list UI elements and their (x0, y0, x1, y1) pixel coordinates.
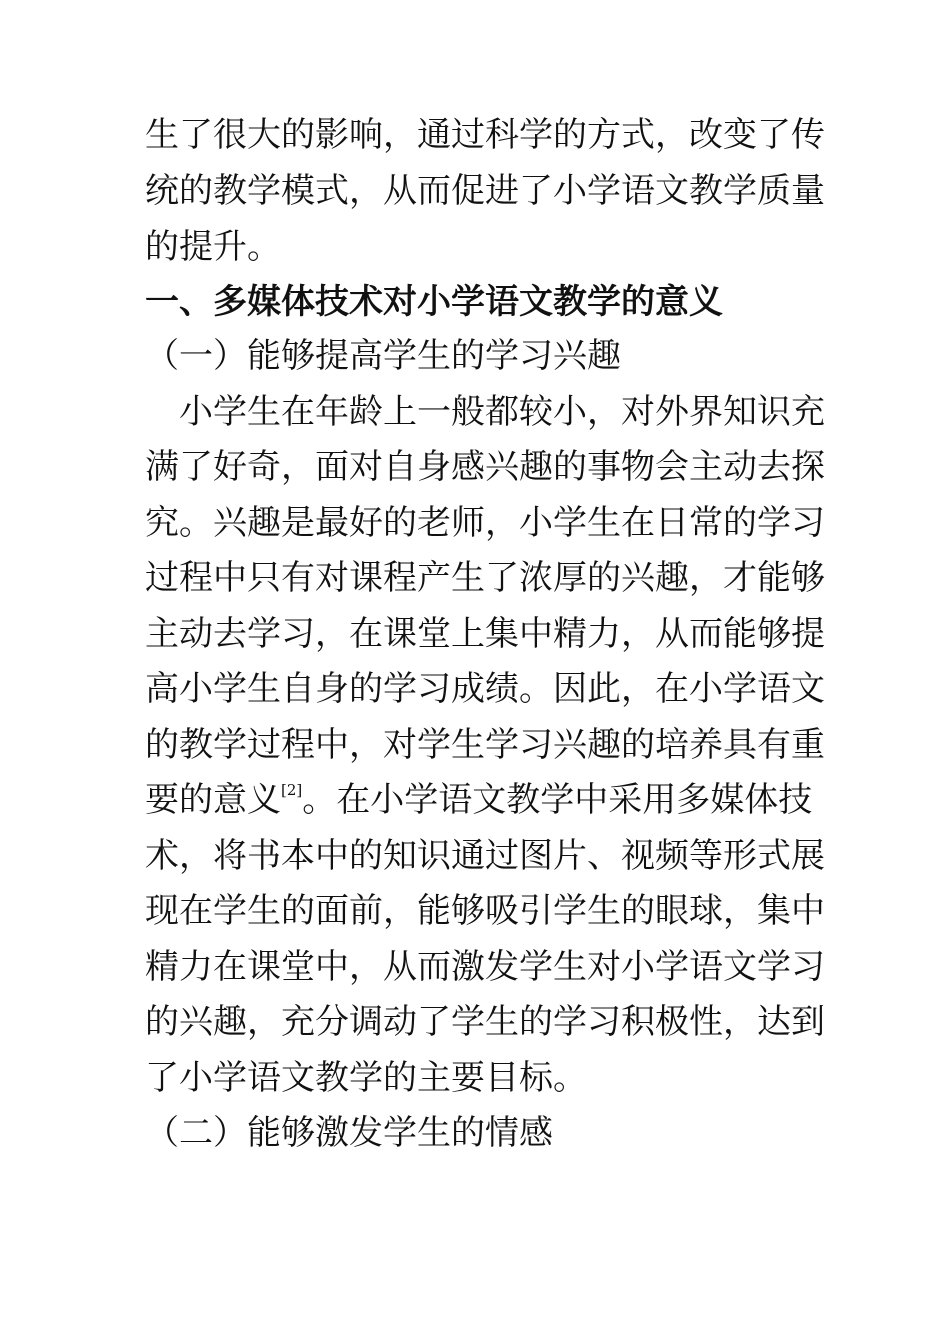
intro-line-1: 生了很大的影响，通过科学的方式，改变了传 (145, 115, 825, 155)
paragraph-line-5: 主动去学习，在课堂上集中精力，从而能够提 (145, 614, 825, 654)
paragraph-line-3: 究。兴趣是最好的老师，小学生在日常的学习 (145, 503, 825, 543)
section-heading: 一、多媒体技术对小学语文教学的意义 (145, 282, 723, 322)
paragraph-line-7: 的教学过程中，对学生学习兴趣的培养具有重 (145, 725, 825, 765)
paragraph-line-1: 小学生在年龄上一般都较小，对外界知识充 (145, 392, 825, 432)
citation-reference[interactable]: [2] (281, 781, 303, 799)
paragraph-line-8-start: 要的意义 (145, 780, 281, 820)
subsection-2-heading: （二）能够激发学生的情感 (145, 1113, 553, 1153)
intro-line-3: 的提升。 (145, 227, 281, 267)
paragraph-line-13: 了小学语文教学的主要目标。 (145, 1058, 587, 1098)
paragraph-line-2: 满了好奇，面对自身感兴趣的事物会主动去探 (145, 447, 825, 487)
paragraph-line-4: 过程中只有对课程产生了浓厚的兴趣，才能够 (145, 558, 825, 598)
paragraph-line-6: 高小学生自身的学习成绩。因此，在小学语文 (145, 669, 825, 709)
paragraph-line-8 (145, 780, 812, 820)
paragraph-line-8-end: 。在小学语文教学中采用多媒体技 (302, 780, 813, 820)
paragraph-line-12: 的兴趣，充分调动了学生的学习积极性，达到 (145, 1002, 825, 1042)
paragraph-line-11: 精力在课堂中，从而激发学生对小学语文学习 (145, 947, 825, 987)
subsection-1-heading: （一）能够提高学生的学习兴趣 (145, 336, 621, 376)
intro-line-2: 统的教学模式，从而促进了小学语文教学质量 (145, 171, 825, 211)
paragraph-line-10: 现在学生的面前，能够吸引学生的眼球，集中 (145, 891, 825, 931)
paragraph-line-9: 术，将书本中的知识通过图片、视频等形式展 (145, 836, 825, 876)
